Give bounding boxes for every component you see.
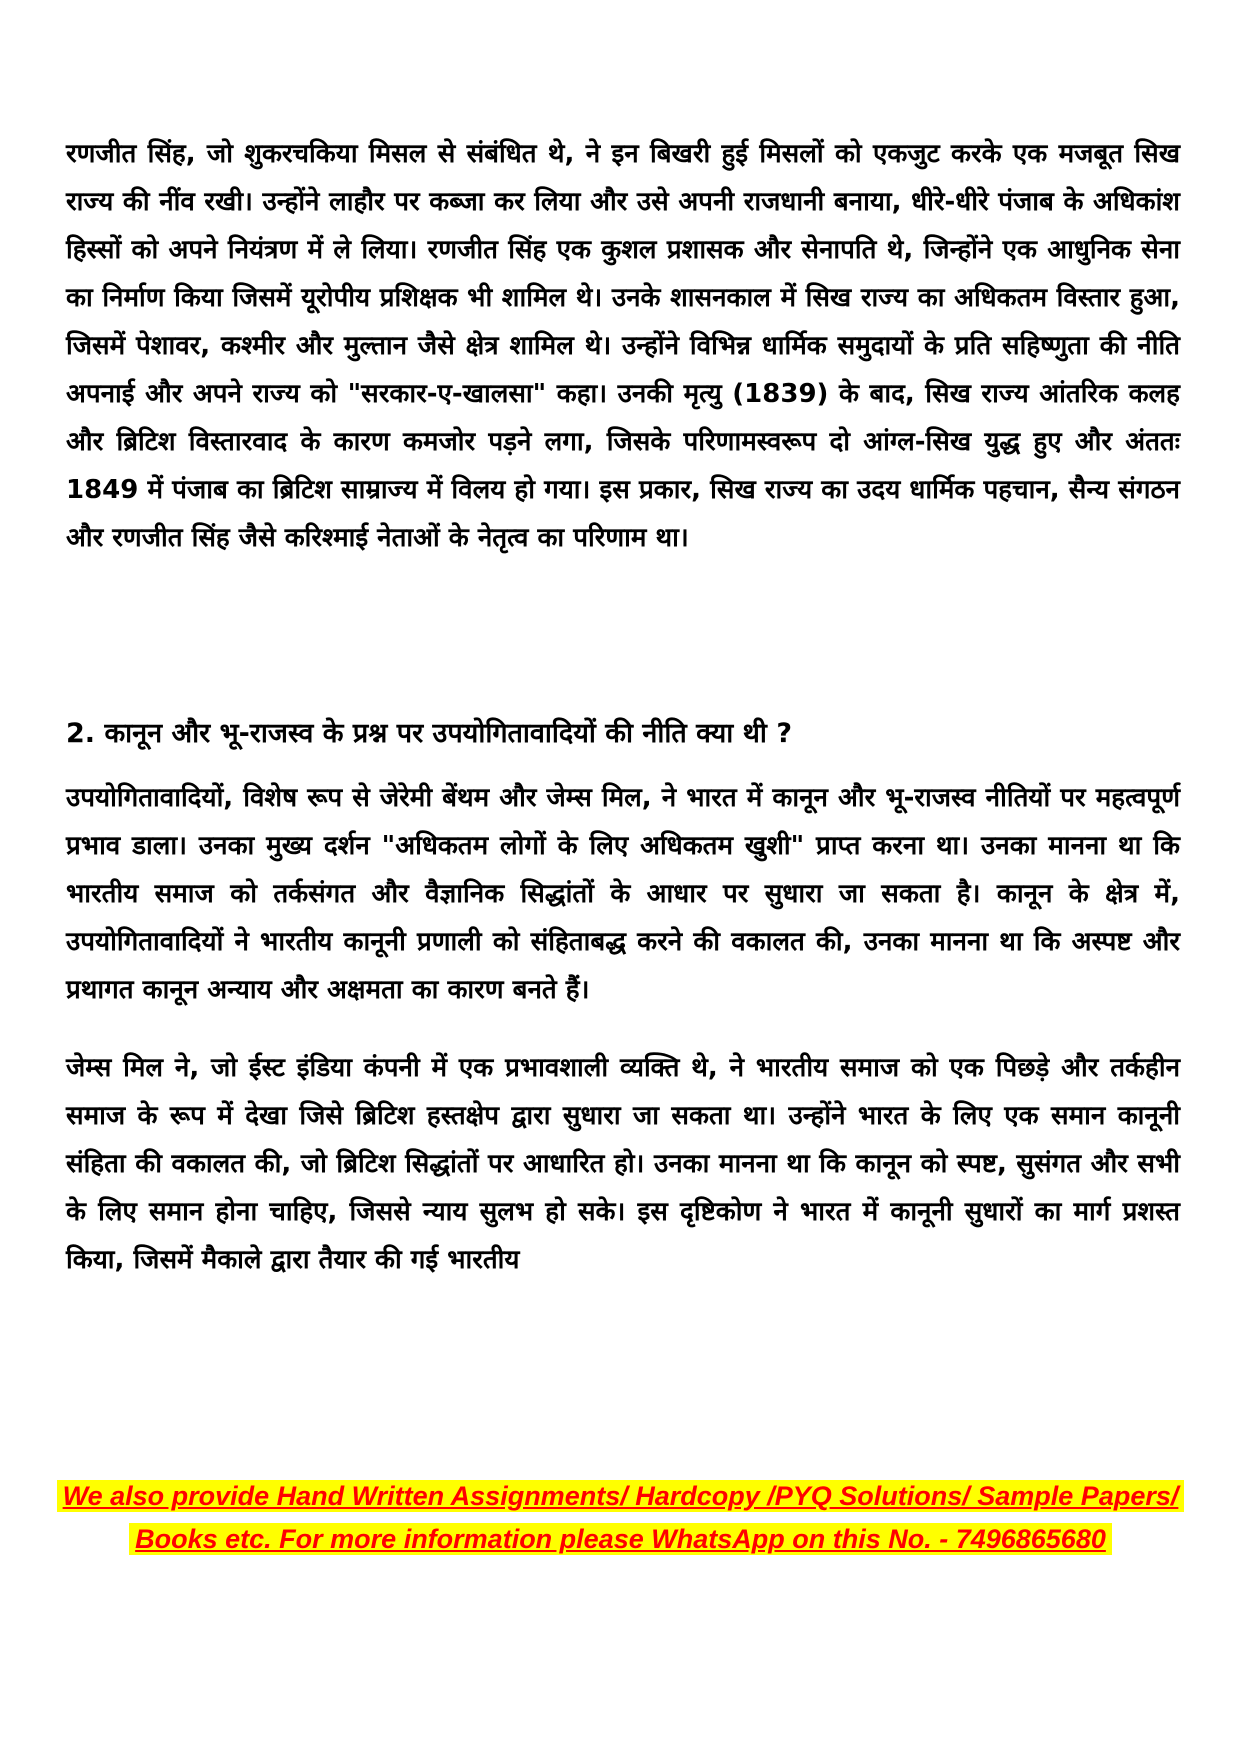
promo-line-1-text: We also provide Hand Written Assignments/ Hardcopy /PYQ Solutions/ Sample Papers/ bbox=[57, 1480, 1185, 1512]
paragraph-utilitarians: उपयोगितावादियों, विशेष रूप से जेरेमी बेंथम और जेम्स मिल, ने भारत में कानून और भू-राजस्व नीतियों पर महत्वपूर्ण प्रभाव डाला। उनका मुख्य दर्शन "अधिकतम लोगों के लिए अधिकतम खुशी" प्राप्त करना था। उनका मानना था कि भारतीय समाज को तर्कसंगत और वैज्ञानिक सिद्धांतों के आधार पर सुधारा जा सकता है। कानून के क्षेत्र में, उपयोगितावादियों ने भारतीय कानूनी प्रणाली को संहिताबद्ध करने की वकालत की, उनका मानना था कि अस्पष्ट और प्रथागत कानून अन्याय और अक्षमता का कारण बनते हैं। bbox=[66, 783, 1180, 1005]
promo-line-2 bbox=[0, 1519, 1241, 1560]
promo-line-1 bbox=[0, 1476, 1241, 1517]
paragraph-james-mill: जेम्स मिल ने, जो ईस्ट इंडिया कंपनी में एक प्रभावशाली व्यक्ति थे, ने भारतीय समाज को एक पिछड़े और तर्कहीन समाज के रूप में देखा जिसे ब्रिटिश हस्तक्षेप द्वारा सुधारा जा सकता था। उन्होंने भारत के लिए एक समान कानूनी संहिता की वकालत की, जो ब्रिटिश सिद्धांतों पर आधारित हो। उनका मानना था कि कानून को स्पष्ट, सुसंगत और सभी के लिए समान होना चाहिए, जिससे न्याय सुलभ हो सके। इस दृष्टिकोण ने भारत में कानूनी सुधारों का मार्ग प्रशस्त किया, जिसमें मैकाले द्वारा तैयार की गई भारतीय bbox=[66, 1053, 1180, 1275]
promo-footer bbox=[0, 1476, 1241, 1562]
promo-line-2-text: Books etc. For more information please WhatsApp on this No. - 7496865680 bbox=[129, 1523, 1112, 1555]
page-content bbox=[66, 130, 1180, 1284]
question-2-heading: 2. कानून और भू-राजस्व के प्रश्न पर उपयोगितावादियों की नीति क्या थी ? bbox=[66, 718, 792, 749]
paragraph-sikh-empire: रणजीत सिंह, जो शुकरचकिया मिसल से संबंधित थे, ने इन बिखरी हुई मिसलों को एकजुट करके एक मजबूत सिख राज्य की नींव रखी। उन्होंने लाहौर पर कब्जा कर लिया और उसे अपनी राजधानी बनाया, धीरे-धीरे पंजाब के अधिकांश हिस्सों को अपने नियंत्रण में ले लिया। रणजीत सिंह एक कुशल प्रशासक और सेनापति थे, जिन्होंने एक आधुनिक सेना का निर्माण किया जिसमें यूरोपीय प्रशिक्षक भी शामिल थे। उनके शासनकाल में सिख राज्य का अधिकतम विस्तार हुआ, जिसमें पेशावर, कश्मीर और मुल्तान जैसे क्षेत्र शामिल थे। उन्होंने विभिन्न धार्मिक समुदायों के प्रति सहिष्णुता की नीति अपनाई और अपने राज्य को "सरकार-ए-खालसा" कहा। उनकी मृत्यु (1839) के बाद, सिख राज्य आंतरिक कलह और ब्रिटिश विस्तारवाद के कारण कमजोर पड़ने लगा, जिसके परिणामस्वरूप दो आंग्ल-सिख युद्ध हुए और अंततः 1849 में पंजाब का ब्रिटिश साम्राज्य में विलय हो गया। इस प्रकार, सिख राज्य का उदय धार्मिक पहचान, सैन्य संगठन और रणजीत सिंह जैसे करिश्माई नेताओं के नेतृत्व का परिणाम था। bbox=[66, 139, 1180, 553]
